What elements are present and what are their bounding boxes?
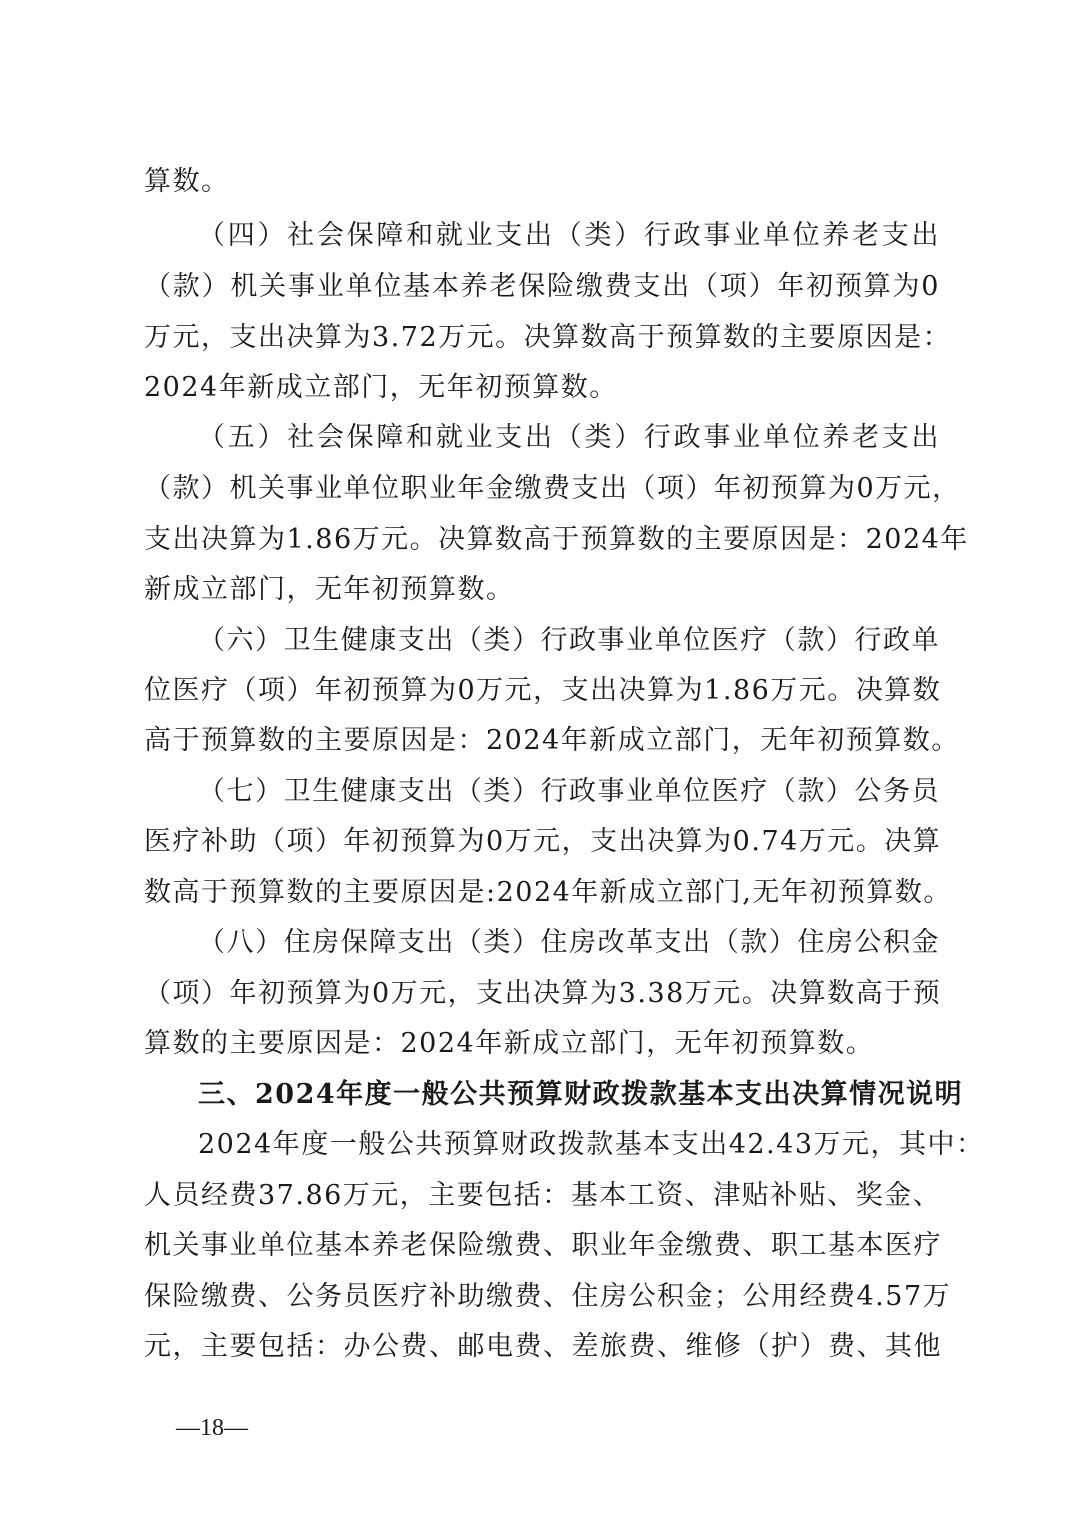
text-line: 万元，支出决算为3.72万元。决算数高于预算数的主要原因是： xyxy=(144,322,952,353)
section-heading: 三、2024年度一般公共预算财政拨款基本支出决算情况说明 xyxy=(198,1079,964,1110)
page-number: —18— xyxy=(176,1415,248,1441)
text-line: （八）住房保障支出（类）住房改革支出（款）住房公积金 xyxy=(198,927,940,958)
text-line: （项）年初预算为0万元，支出决算为3.38万元。决算数高于预 xyxy=(144,978,942,1009)
text-line: 新成立部门，无年初预算数。 xyxy=(144,574,515,605)
text-line: （七）卫生健康支出（类）行政事业单位医疗（款）公务员 xyxy=(198,776,940,807)
text-line: （款）机关事业单位基本养老保险缴费支出（项）年初预算为0 xyxy=(144,271,940,302)
text-line: 2024年新成立部门，无年初预算数。 xyxy=(144,372,618,403)
text-line: 高于预算数的主要原因是：2024年新成立部门，无年初预算数。 xyxy=(144,725,960,756)
text-line: 位医疗（项）年初预算为0万元，支出决算为1.86万元。决算数 xyxy=(144,675,942,706)
text-line: 元，主要包括：办公费、邮电费、差旅费、维修（护）费、其他 xyxy=(144,1331,942,1362)
text-line: （六）卫生健康支出（类）行政事业单位医疗（款）行政单 xyxy=(198,625,940,656)
text-line: 机关事业单位基本养老保险缴费、职业年金缴费、职工基本医疗 xyxy=(144,1230,942,1261)
text-line: 算数的主要原因是：2024年新成立部门，无年初预算数。 xyxy=(144,1028,875,1059)
text-line: （四）社会保障和就业支出（类）行政事业单位养老支出 xyxy=(198,220,940,251)
text-line: 数高于预算数的主要原因是:2024年新成立部门,无年初预算数。 xyxy=(144,877,952,908)
text-line: （五）社会保障和就业支出（类）行政事业单位养老支出 xyxy=(198,422,940,453)
text-line: （款）机关事业单位职业年金缴费支出（项）年初预算为0万元， xyxy=(144,473,961,504)
text-line: 2024年度一般公共预算财政拨款基本支出42.43万元，其中： xyxy=(198,1129,985,1160)
text-line: 支出决算为1.86万元。决算数高于预算数的主要原因是：2024年 xyxy=(144,524,969,555)
text-line: 算数。 xyxy=(144,166,230,197)
text-line: 人员经费37.86万元，主要包括：基本工资、津贴补贴、奖金、 xyxy=(144,1180,942,1211)
text-line: 保险缴费、公务员医疗补助缴费、住房公积金；公用经费4.57万 xyxy=(144,1281,952,1312)
text-line: 医疗补助（项）年初预算为0万元，支出决算为0.74万元。决算 xyxy=(144,826,942,857)
